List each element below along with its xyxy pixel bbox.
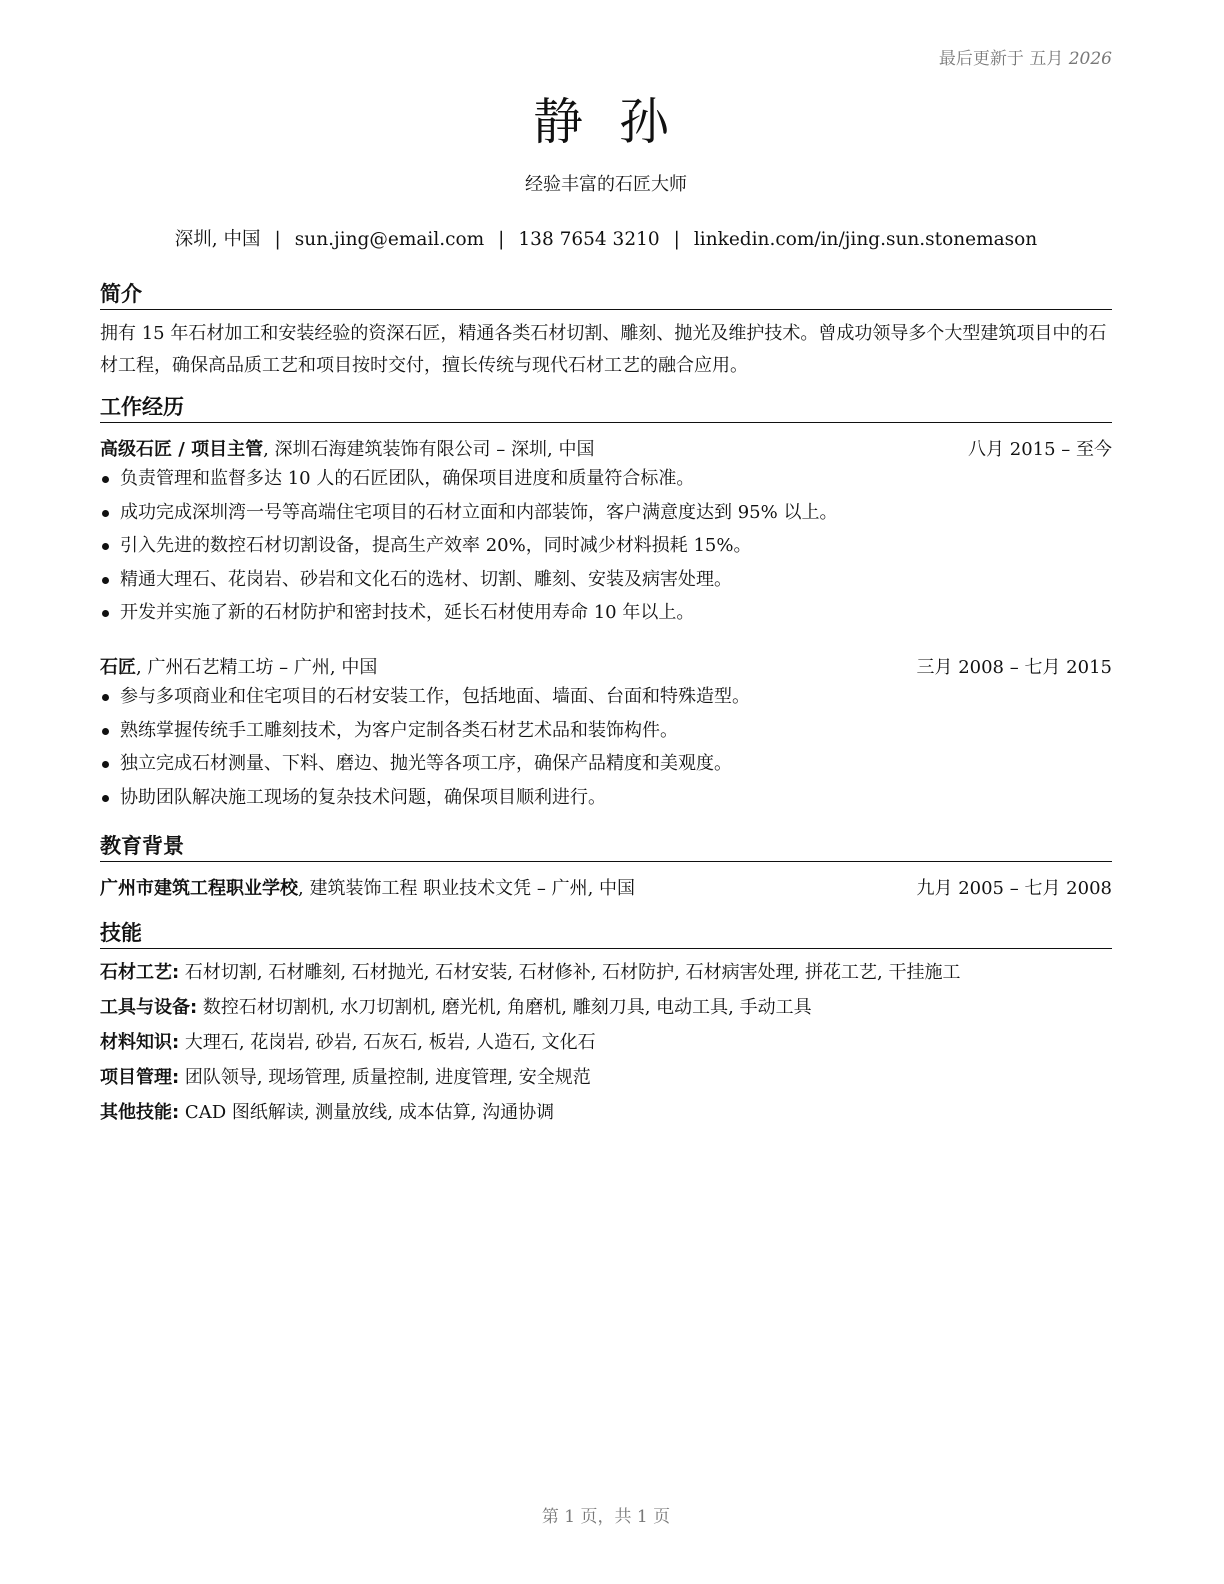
bullet-icon bbox=[102, 795, 109, 802]
bullet-text: 独立完成石材测量、下料、磨边、抛光等各项工序，确保产品精度和美观度。 bbox=[120, 753, 732, 774]
page-number: 第 1 页，共 1 页 bbox=[541, 1507, 671, 1527]
bullet-text: 引入先进的数控石材切割设备，提高生产效率 20%，同时减少材料损耗 15%。 bbox=[120, 535, 752, 556]
education-header bbox=[100, 874, 1112, 900]
skill-row bbox=[100, 1065, 1112, 1100]
skill-label: 项目管理: bbox=[100, 1067, 180, 1088]
list-item bbox=[100, 785, 1112, 819]
list-item bbox=[100, 751, 1112, 785]
job-bullets bbox=[100, 684, 1112, 818]
bullet-text: 熟练掌握传统手工雕刻技术，为客户定制各类石材艺术品和装饰构件。 bbox=[120, 719, 678, 741]
section-title-experience: 工作经历 bbox=[100, 391, 1112, 423]
contact-line bbox=[100, 225, 1112, 251]
job-role: 石匠 bbox=[100, 657, 136, 678]
bullet-icon bbox=[102, 543, 109, 550]
list-item bbox=[100, 718, 1112, 752]
section-title-skills: 技能 bbox=[100, 917, 1112, 949]
contact-location: 深圳, 中国 bbox=[174, 229, 261, 250]
education-dates: 九月 2005 – 七月 2008 bbox=[916, 878, 1112, 899]
last-updated-label: 最后更新于 五月 bbox=[938, 49, 1064, 69]
job-header bbox=[100, 435, 1112, 461]
list-item bbox=[100, 567, 1112, 601]
bullet-icon bbox=[102, 510, 109, 517]
last-updated bbox=[939, 44, 1112, 69]
bullet-text: 精通大理石、花岗岩、砂岩和文化石的选材、切割、雕刻、安装及病害处理。 bbox=[120, 568, 732, 590]
skills-list bbox=[100, 960, 1112, 1135]
list-item bbox=[100, 533, 1112, 567]
skill-value: 石材切割, 石材雕刻, 石材抛光, 石材安装, 石材修补, 石材防护, 石材病害处理, 拼花工艺, 干挂施工 bbox=[179, 962, 961, 983]
job-title-line bbox=[100, 435, 594, 461]
bullet-icon bbox=[102, 694, 109, 701]
list-item bbox=[100, 500, 1112, 534]
skill-row bbox=[100, 1030, 1112, 1065]
contact-separator: | bbox=[498, 229, 505, 250]
section-title-education: 教育背景 bbox=[100, 830, 1112, 862]
bullet-icon bbox=[102, 728, 109, 735]
list-item bbox=[100, 684, 1112, 718]
job-dates: 八月 2015 – 至今 bbox=[968, 439, 1112, 460]
job-header bbox=[100, 653, 1112, 679]
bullet-icon bbox=[102, 577, 109, 584]
contact-email[interactable]: sun.jing@email.com bbox=[294, 229, 485, 250]
education-details: , 建筑装饰工程 职业技术文凭 – 广州, 中国 bbox=[298, 878, 636, 899]
list-item bbox=[100, 466, 1112, 500]
job-title-line bbox=[100, 653, 377, 679]
resume-page bbox=[100, 0, 1112, 1584]
skill-label: 材料知识: bbox=[100, 1032, 180, 1053]
skill-value: 大理石, 花岗岩, 砂岩, 石灰石, 板岩, 人造石, 文化石 bbox=[179, 1032, 596, 1053]
skill-value: 数控石材切割机, 水刀切割机, 磨光机, 角磨机, 雕刻刀具, 电动工具, 手动工具 bbox=[197, 997, 812, 1018]
bullet-text: 参与多项商业和住宅项目的石材安装工作，包括地面、墙面、台面和特殊造型。 bbox=[120, 686, 750, 707]
job-details: , 广州石艺精工坊 – 广州, 中国 bbox=[136, 657, 378, 678]
summary-text: 拥有 15 年石材加工和安装经验的资深石匠，精通各类石材切割、雕刻、抛光及维护技术。曾成功领导多个大型建筑项目中的石材工程，确保高品质工艺和项目按时交付，擅长传统与现代石材工艺的融合应用。 bbox=[100, 323, 1107, 376]
contact-separator: | bbox=[274, 229, 281, 250]
skill-value: CAD 图纸解读, 测量放线, 成本估算, 沟通协调 bbox=[179, 1102, 555, 1123]
education-title-line bbox=[100, 874, 635, 900]
job-bullets bbox=[100, 466, 1112, 634]
skill-label: 石材工艺: bbox=[100, 962, 180, 983]
skill-value: 团队领导, 现场管理, 质量控制, 进度管理, 安全规范 bbox=[179, 1067, 591, 1088]
bullet-text: 成功完成深圳湾一号等高端住宅项目的石材立面和内部装饰，客户满意度达到 95% 以上。 bbox=[120, 501, 838, 523]
skill-row bbox=[100, 960, 1112, 995]
education-school: 广州市建筑工程职业学校 bbox=[100, 878, 298, 899]
contact-separator: | bbox=[673, 229, 680, 250]
list-item bbox=[100, 600, 1112, 634]
job-role: 高级石匠 / 项目主管 bbox=[100, 439, 264, 460]
bullet-text: 协助团队解决施工现场的复杂技术问题，确保项目顺利进行。 bbox=[120, 786, 606, 808]
skill-row bbox=[100, 995, 1112, 1030]
skill-label: 工具与设备: bbox=[100, 997, 198, 1018]
bullet-text: 开发并实施了新的石材防护和密封技术，延长石材使用寿命 10 年以上。 bbox=[120, 602, 695, 623]
contact-phone[interactable]: 138 7654 3210 bbox=[518, 229, 660, 250]
contact-linkedin[interactable]: linkedin.com/in/jing.sun.stonemason bbox=[693, 229, 1038, 250]
tagline: 经验丰富的石匠大师 bbox=[525, 174, 687, 195]
job-details: , 深圳石海建筑装饰有限公司 – 深圳, 中国 bbox=[263, 439, 595, 460]
bullet-icon bbox=[102, 761, 109, 768]
bullet-icon bbox=[102, 610, 109, 617]
bullet-icon bbox=[102, 476, 109, 483]
section-title-summary: 简介 bbox=[100, 278, 1112, 310]
bullet-text: 负责管理和监督多达 10 人的石匠团队，确保项目进度和质量符合标准。 bbox=[120, 468, 695, 489]
person-name: 静 孙 bbox=[533, 93, 679, 151]
job-dates: 三月 2008 – 七月 2015 bbox=[916, 657, 1112, 678]
skill-label: 其他技能: bbox=[100, 1102, 180, 1123]
skill-row bbox=[100, 1100, 1112, 1135]
last-updated-year: 2026 bbox=[1068, 49, 1112, 69]
